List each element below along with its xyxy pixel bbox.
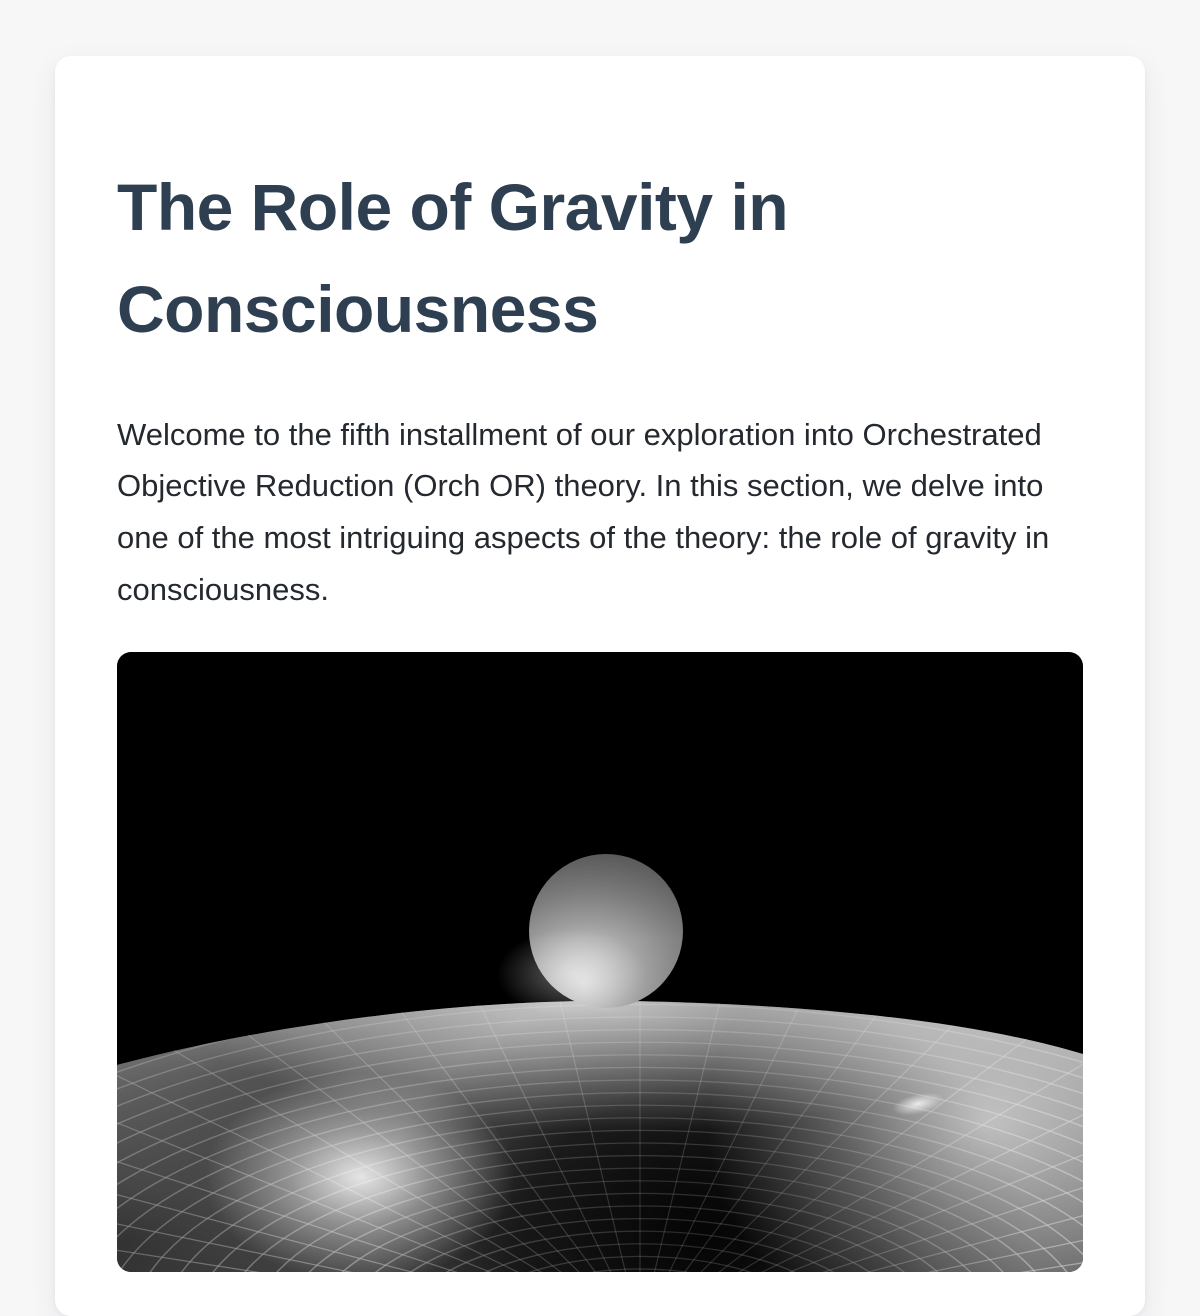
content-card: [55, 56, 1145, 1316]
hero-image: [117, 652, 1083, 1272]
page-title: The Role of Gravity in Consciousness: [117, 170, 789, 347]
gravity-well-illustration: [117, 652, 1083, 1272]
intro-paragraph: Welcome to the fifth installment of our exploration into Orchestrated Objective Reduction (Orch OR) theory. In this section, we delve into one of the most intriguing aspects of the theory: the role of gravity in consciousness.: [117, 416, 1050, 607]
sphere: [497, 854, 683, 1019]
